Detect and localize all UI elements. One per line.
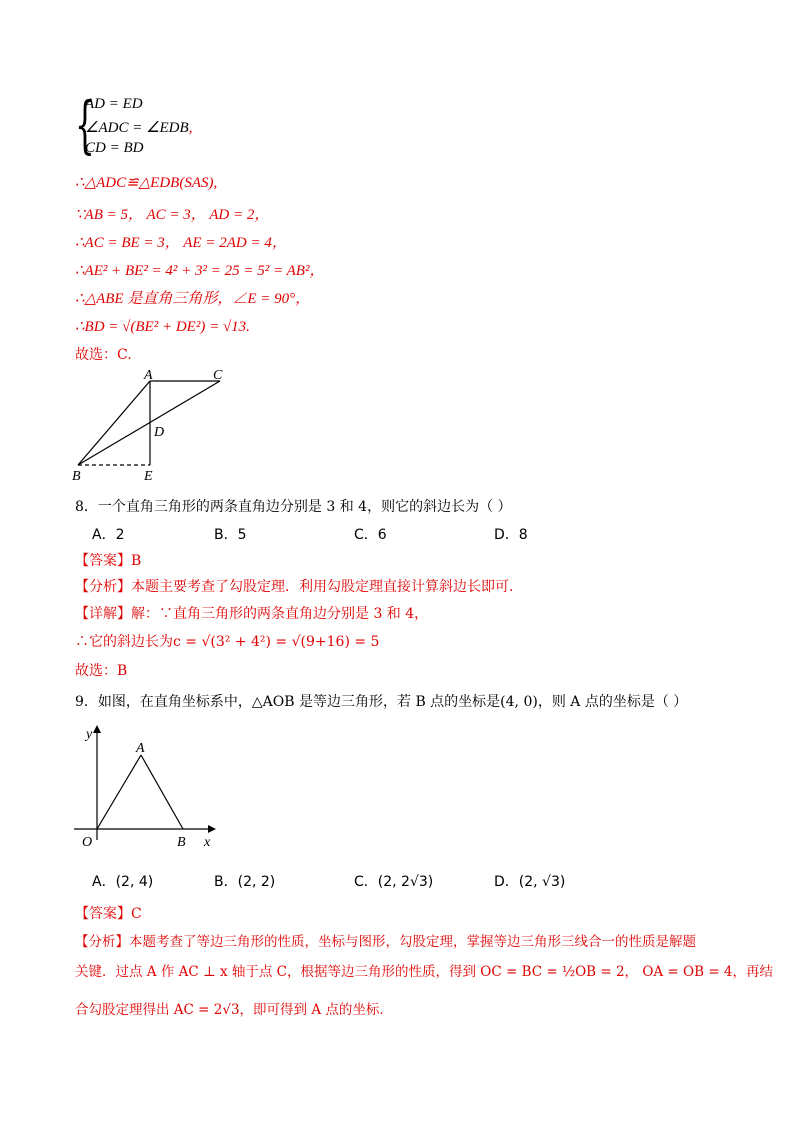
system-row-1: AD = ED <box>85 96 143 112</box>
label-O: O <box>82 835 93 850</box>
q8-option-c: C．6 <box>354 527 387 543</box>
q9-question: 9．如图，在直角坐标系中，△AOB 是等边三角形，若 B 点的坐标是(4, 0)，则 A 点的坐标是（ ） <box>75 694 688 710</box>
q9-option-a: A．(2, 4) <box>92 874 154 890</box>
label-E: E <box>144 469 153 484</box>
figure-q7 <box>70 368 240 486</box>
q8-choice: 故选：B <box>75 663 128 679</box>
proof-line-6: ∴BD = √(BE² + DE²) = √13. <box>75 319 250 335</box>
proof-line-1: ∴△ADC≌△EDB(SAS), <box>75 175 218 191</box>
q9-analysis-line-3: 合勾股定理得出 AC = 2√3，即可得到 A 点的坐标． <box>75 1002 393 1018</box>
q8-detail: 【详解】解：∵直角三角形的两条直角边分别是 3 和 4， <box>75 606 429 622</box>
label-A-q9: A <box>136 741 145 756</box>
proof-line-4: ∴AE² + BE² = 4² + 3² = 25 = 5² = AB²， <box>75 263 325 279</box>
q9-answer: 【答案】C <box>75 906 142 922</box>
q9-analysis-line-2: 关键．过点 A 作 AC ⊥ x 轴于点 C，根据等边三角形的性质，得到 OC = BC = ½OB = 2， OA = OB = 4，再结 <box>75 964 774 980</box>
system-row-2: ∠ADC = ∠EDB, <box>85 120 193 136</box>
label-C: C <box>213 368 223 383</box>
system-row-3: CD = BD <box>85 140 144 156</box>
proof-line-2: ∵AB = 5， AC = 3， AD = 2， <box>75 207 270 223</box>
q9-option-d: D．(2, √3) <box>494 874 566 890</box>
q8-analysis: 【分析】本题主要考查了勾股定理．利用勾股定理直接计算斜边长即可． <box>75 579 523 595</box>
label-A: A <box>144 368 153 383</box>
proof-line-3: ∴AC = BE = 3， AE = 2AD = 4， <box>75 235 287 251</box>
proof-line-5: ∴△ABE 是直角三角形，∠E = 90°， <box>75 291 311 307</box>
equation-system <box>75 88 215 161</box>
label-B: B <box>72 469 81 484</box>
label-B-q9: B <box>177 835 186 850</box>
q8-option-d: D．8 <box>494 527 528 543</box>
q8-question: 8．一个直角三角形的两条直角边分别是 3 和 4，则它的斜边长为（ ） <box>75 499 512 515</box>
figure-q9 <box>70 722 230 850</box>
proof-choice: 故选：C. <box>75 347 132 363</box>
q9-option-b: B．(2, 2) <box>214 874 276 890</box>
q9-option-c: C．(2, 2√3) <box>354 874 434 890</box>
q8-option-a: A．2 <box>92 527 125 543</box>
left-brace: { <box>75 88 95 161</box>
q8-calc: ∴它的斜边长为c = √(3² + 4²) = √(9+16) = 5 <box>75 634 380 650</box>
q8-answer: 【答案】B <box>75 553 142 569</box>
axis-label-x: x <box>204 835 211 850</box>
q8-option-b: B．5 <box>214 527 247 543</box>
label-D: D <box>154 425 165 440</box>
axis-label-y: y <box>86 727 93 742</box>
q9-analysis-line-1: 【分析】本题考查了等边三角形的性质，坐标与图形，勾股定理，掌握等边三角形三线合一的性质是解题 <box>75 934 696 950</box>
